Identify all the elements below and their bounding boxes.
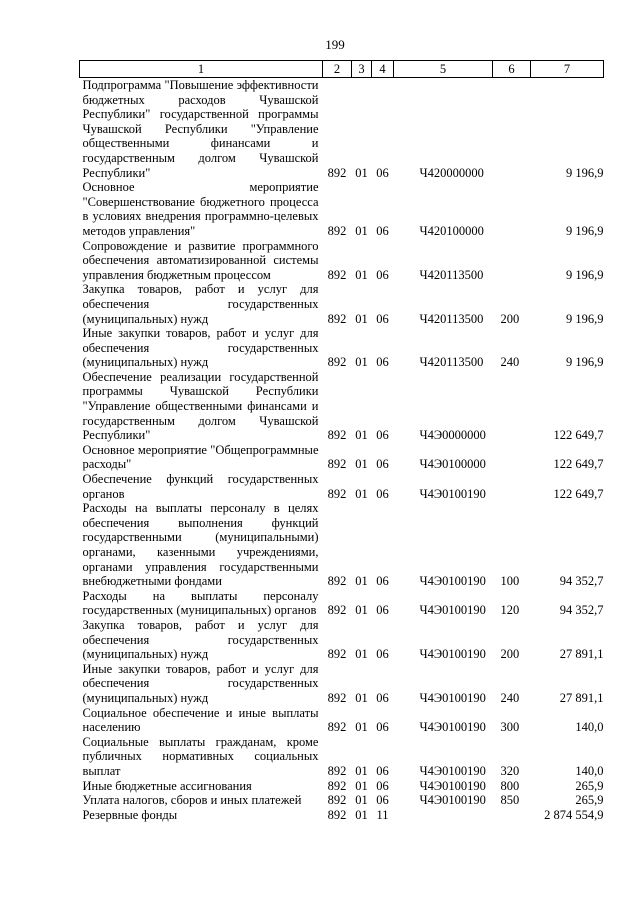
row-section-code: 01 <box>355 603 368 618</box>
row-ministry-code: 892 <box>327 355 347 370</box>
row-section-code: 01 <box>355 223 368 238</box>
table-row <box>80 78 604 181</box>
row-name: Социальное обеспечение и иные выплаты населению <box>82 705 319 735</box>
row-target-article: Ч420113500 <box>419 355 484 370</box>
row-name: Иные закупки товаров, работ и услуг для обеспечения государственных (муниципальных) нужд <box>82 326 319 370</box>
row-section-code: 01 <box>355 486 368 501</box>
row-name: Расходы на выплаты персоналу в целях обеспечения выполнения функций государственными (муниципальными) органами, казенными учреждениями, органами управления государственными внебюджетными фондами <box>82 501 319 589</box>
table-row <box>80 180 604 238</box>
row-ministry-code: 892 <box>327 486 347 501</box>
table-row <box>80 443 604 472</box>
row-amount: 9 196,9 <box>566 165 604 180</box>
row-ministry-code: 892 <box>327 763 347 778</box>
table-row <box>80 472 604 501</box>
row-expense-type: 320 <box>500 763 520 778</box>
row-expense-type <box>493 472 531 501</box>
table-body <box>80 78 604 823</box>
header-col-6: 6 <box>493 61 531 78</box>
table-row <box>80 793 604 808</box>
row-target-article: Ч4Э0100190 <box>419 763 486 778</box>
row-expense-type: 300 <box>500 720 520 735</box>
row-amount: 122 649,7 <box>553 486 604 501</box>
page-number: 199 <box>325 37 345 52</box>
row-ministry-code: 892 <box>327 793 347 808</box>
row-subsection-code: 06 <box>376 223 389 238</box>
row-subsection-code: 06 <box>376 428 389 443</box>
table-row <box>80 501 604 589</box>
table-row <box>80 735 604 779</box>
row-subsection-code: 06 <box>376 603 389 618</box>
row-target-article: Ч420100000 <box>419 223 484 238</box>
row-ministry-code: 892 <box>327 690 347 705</box>
table-row <box>80 239 604 283</box>
row-subsection-code: 06 <box>376 486 389 501</box>
row-section-code: 01 <box>355 355 368 370</box>
row-ministry-code: 892 <box>327 720 347 735</box>
row-target-article: Ч4Э0100190 <box>419 690 486 705</box>
row-section-code: 01 <box>355 807 368 822</box>
header-col-1: 1 <box>80 61 323 78</box>
row-subsection-code: 06 <box>376 720 389 735</box>
row-name: Сопровождение и развитие программного обеспечения автоматизированной системы управления бюджетным процессом <box>82 238 319 282</box>
row-expense-type: 800 <box>500 778 520 793</box>
row-target-article: Ч4Э0100190 <box>419 793 486 808</box>
row-target-article: Ч420000000 <box>419 165 484 180</box>
row-expense-type: 120 <box>500 603 520 618</box>
row-section-code: 01 <box>355 574 368 589</box>
row-subsection-code: 06 <box>376 690 389 705</box>
table-row <box>80 779 604 794</box>
row-target-article <box>394 808 493 823</box>
row-subsection-code: 06 <box>376 793 389 808</box>
row-amount: 9 196,9 <box>566 311 604 326</box>
row-target-article: Ч4Э0100190 <box>419 486 486 501</box>
row-subsection-code: 06 <box>376 457 389 472</box>
row-amount: 9 196,9 <box>566 355 604 370</box>
row-name: Уплата налогов, сборов и иных платежей <box>82 793 302 808</box>
row-amount: 9 196,9 <box>566 223 604 238</box>
header-col-7: 7 <box>531 61 604 78</box>
row-section-code: 01 <box>355 267 368 282</box>
row-subsection-code: 06 <box>376 778 389 793</box>
row-target-article: Ч420113500 <box>419 311 484 326</box>
table-row <box>80 662 604 706</box>
row-ministry-code: 892 <box>327 807 347 822</box>
header-col-3: 3 <box>352 61 372 78</box>
row-subsection-code: 06 <box>376 574 389 589</box>
row-target-article: Ч4Э0000000 <box>419 428 486 443</box>
table-row <box>80 808 604 823</box>
row-amount: 27 891,1 <box>559 690 604 705</box>
row-expense-type: 200 <box>500 311 520 326</box>
row-amount: 265,9 <box>575 778 604 793</box>
row-ministry-code: 892 <box>327 165 347 180</box>
row-subsection-code: 06 <box>376 267 389 282</box>
row-ministry-code: 892 <box>327 647 347 662</box>
row-expense-type <box>493 443 531 472</box>
row-subsection-code: 06 <box>376 647 389 662</box>
table-row <box>80 618 604 662</box>
budget-table <box>79 60 604 822</box>
row-subsection-code: 06 <box>376 355 389 370</box>
row-section-code: 01 <box>355 720 368 735</box>
row-name: Подпрограмма "Повышение эффективности бюджетных расходов Чувашской Республики" государственной программы Чувашской Республики "Управление общественными финансами и государственным долгом Чувашской Республики" <box>82 78 319 180</box>
row-target-article: Ч420113500 <box>419 267 484 282</box>
row-amount: 122 649,7 <box>553 428 604 443</box>
table-row <box>80 326 604 370</box>
row-target-article: Ч4Э0100190 <box>419 574 486 589</box>
row-target-article: Ч4Э0100000 <box>419 457 486 472</box>
header-col-2: 2 <box>323 61 352 78</box>
row-name: Закупка товаров, работ и услуг для обеспечения государственных (муниципальных) нужд <box>82 282 319 326</box>
row-expense-type: 100 <box>500 574 520 589</box>
row-name: Основное мероприятие "Общепрограммные расходы" <box>82 442 319 472</box>
row-target-article: Ч4Э0100190 <box>419 778 486 793</box>
row-subsection-code: 06 <box>376 165 389 180</box>
row-section-code: 01 <box>355 311 368 326</box>
row-name: Иные закупки товаров, работ и услуг для обеспечения государственных (муниципальных) нужд <box>82 661 319 705</box>
row-target-article: Ч4Э0100190 <box>419 720 486 735</box>
row-expense-type: 850 <box>500 793 520 808</box>
row-section-code: 01 <box>355 763 368 778</box>
table-row <box>80 282 604 326</box>
row-name: Иные бюджетные ассигнования <box>82 778 252 793</box>
row-expense-type <box>493 239 531 283</box>
row-amount: 140,0 <box>575 763 604 778</box>
row-section-code: 01 <box>355 778 368 793</box>
row-section-code: 01 <box>355 165 368 180</box>
header-col-5: 5 <box>394 61 493 78</box>
row-expense-type <box>493 808 531 823</box>
row-name: Обеспечение функций государственных органов <box>82 472 319 501</box>
row-subsection-code: 06 <box>376 311 389 326</box>
row-name: Закупка товаров, работ и услуг для обеспечения государственных (муниципальных) нужд <box>82 617 319 662</box>
row-expense-type: 240 <box>500 355 520 370</box>
header-col-4: 4 <box>372 61 394 78</box>
row-ministry-code: 892 <box>327 603 347 618</box>
row-section-code: 01 <box>355 793 368 808</box>
row-name: Основное мероприятие "Совершенствование бюджетного процесса в условиях внедрения программно-целевых методов управления" <box>82 180 319 238</box>
row-subsection-code: 06 <box>376 763 389 778</box>
row-subsection-code: 11 <box>376 807 389 822</box>
row-amount: 94 352,7 <box>559 574 604 589</box>
row-amount: 9 196,9 <box>566 267 604 282</box>
row-section-code: 01 <box>355 690 368 705</box>
table-row <box>80 589 604 618</box>
row-expense-type <box>493 78 531 181</box>
row-section-code: 01 <box>355 457 368 472</box>
row-expense-type: 240 <box>500 690 520 705</box>
row-section-code: 01 <box>355 428 368 443</box>
row-expense-type: 200 <box>500 647 520 662</box>
row-section-code: 01 <box>355 647 368 662</box>
header-row <box>80 61 604 78</box>
row-amount: 122 649,7 <box>553 457 604 472</box>
row-amount: 27 891,1 <box>559 647 604 662</box>
row-ministry-code: 892 <box>327 428 347 443</box>
row-ministry-code: 892 <box>327 311 347 326</box>
row-name: Расходы на выплаты персоналу государственных (муниципальных) органов <box>82 588 319 618</box>
row-amount: 265,9 <box>575 793 604 808</box>
row-ministry-code: 892 <box>327 267 347 282</box>
row-ministry-code: 892 <box>327 457 347 472</box>
table-row <box>80 706 604 735</box>
row-name: Социальные выплаты гражданам, кроме публичных нормативных социальных выплат <box>82 734 319 778</box>
row-name: Обеспечение реализации государственной программы Чувашской Республики "Управление общественными финансами и государственным долгом Чувашской Республики" <box>82 369 319 443</box>
row-target-article: Ч4Э0100190 <box>419 603 486 618</box>
table-row <box>80 370 604 443</box>
row-ministry-code: 892 <box>327 778 347 793</box>
row-target-article: Ч4Э0100190 <box>419 647 486 662</box>
row-expense-type <box>493 370 531 443</box>
row-amount: 2 874 554,9 <box>544 807 604 822</box>
row-ministry-code: 892 <box>327 223 347 238</box>
row-amount: 94 352,7 <box>559 603 604 618</box>
row-ministry-code: 892 <box>327 574 347 589</box>
row-expense-type <box>493 180 531 238</box>
row-amount: 140,0 <box>575 720 604 735</box>
row-name: Резервные фонды <box>82 807 178 822</box>
